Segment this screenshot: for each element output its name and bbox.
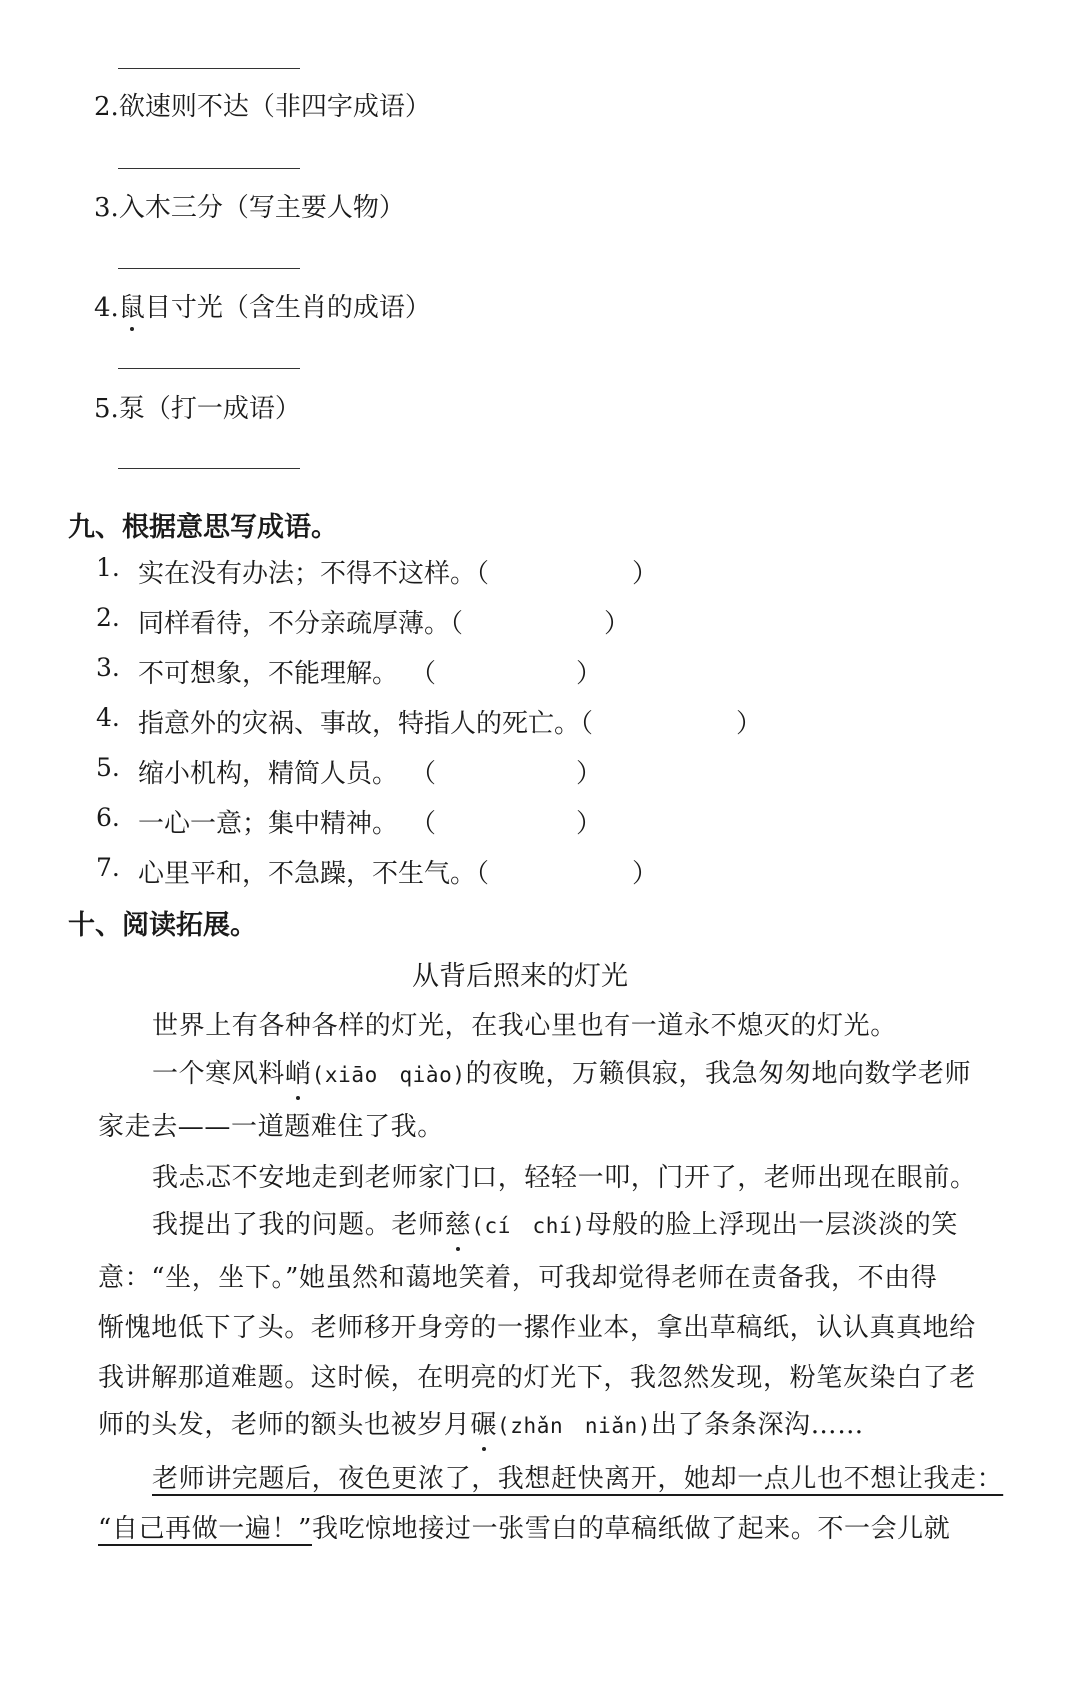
item-text: 指意外的灾祸、事故，特指人的死亡。（ xyxy=(138,709,594,739)
section9-item-2 xyxy=(96,603,796,637)
section9-heading: 九、根据意思写成语。 xyxy=(68,512,338,543)
section8-item-3 xyxy=(94,195,405,221)
passage-paragraph-5-line-2 xyxy=(98,1508,950,1545)
item-text: 同样看待，不分亲疏厚薄。（ xyxy=(138,609,464,639)
item-text: 泵（打一成语） xyxy=(118,394,301,424)
emphasis-char: 碾 xyxy=(470,1404,497,1441)
answer-bracket-close[interactable]: ） xyxy=(632,859,659,889)
item-number: 1. xyxy=(96,553,120,582)
passage-paragraph-2-line-1 xyxy=(152,1053,971,1090)
text-segment: 出了条条深沟…… xyxy=(651,1410,864,1440)
passage-paragraph-4-line-5 xyxy=(98,1404,864,1441)
item-number: 4. xyxy=(94,293,119,323)
section9-item-4 xyxy=(96,703,856,737)
answer-bracket-open[interactable]: （ xyxy=(410,759,437,789)
text-segment: 我吃惊地接过一张雪白的草稿纸做了起来。不一会儿就 xyxy=(311,1514,951,1544)
text-segment: 的夜晚，万籁俱寂，我急匆匆地向数学老师 xyxy=(465,1059,972,1089)
section9-item-1 xyxy=(96,553,796,587)
item-text: 目寸光（含生肖的成语） xyxy=(144,293,431,323)
passage-paragraph-1: 世界上有各种各样的灯光，在我心里也有一道永不熄灭的灯光。 xyxy=(152,1011,897,1041)
section8-item-4 xyxy=(94,295,431,321)
passage-paragraph-4-line-1 xyxy=(152,1204,958,1241)
answer-bracket-close[interactable]: ） xyxy=(736,709,763,739)
item-number: 2. xyxy=(94,92,119,122)
item-text: 心里平和，不急躁，不生气。（ xyxy=(138,859,490,889)
answer-bracket-open[interactable]: （ xyxy=(410,809,437,839)
emphasis-char: 峭 xyxy=(285,1053,312,1090)
item-text: 实在没有办法；不得不这样。（ xyxy=(138,559,490,589)
passage-title: 从背后照来的灯光 xyxy=(412,961,628,992)
item-text: 不可想象，不能理解。 xyxy=(138,659,399,689)
answer-bracket-close[interactable]: ） xyxy=(576,659,603,689)
item-number: 5. xyxy=(94,394,119,424)
section9-item-6 xyxy=(96,803,796,837)
pinyin-choice: (xiāo qiào) xyxy=(311,1063,466,1087)
item-text: 欲速则不达（非四字成语） xyxy=(118,92,431,122)
item-text: 缩小机构，精简人员。 xyxy=(138,759,399,789)
item-number: 7. xyxy=(96,853,120,882)
answer-bracket-open[interactable]: （ xyxy=(410,659,437,689)
emphasis-char: 慈 xyxy=(445,1204,472,1241)
answer-line[interactable] xyxy=(118,468,300,469)
answer-line[interactable] xyxy=(118,268,300,269)
text-segment: 我提出了我的问题。老师 xyxy=(152,1210,445,1240)
passage-paragraph-4-line-4: 我讲解那道难题。这时候，在明亮的灯光下，我忽然发现，粉笔灰染白了老 xyxy=(98,1363,976,1393)
passage-paragraph-5-line-1: 老师讲完题后，夜色更浓了，我想赶快离开，她却一点儿也不想让我走： xyxy=(152,1464,1004,1494)
item-text: 一心一意；集中精神。 xyxy=(138,809,399,839)
item-number: 3. xyxy=(96,653,120,682)
passage-paragraph-4-line-2: 意：“坐，坐下。”她虽然和蔼地笑着，可我却觉得老师在责备我，不由得 xyxy=(98,1263,938,1293)
passage-paragraph-2-line-2: 家走去——一道题难住了我。 xyxy=(98,1112,444,1142)
answer-line[interactable] xyxy=(118,168,300,169)
item-number: 5. xyxy=(96,753,120,782)
text-segment: 一个寒风料 xyxy=(152,1059,286,1089)
item-number: 4. xyxy=(96,703,120,732)
passage-paragraph-4-line-3: 惭愧地低下了头。老师移开身旁的一摞作业本，拿出草稿纸，认认真真地给 xyxy=(98,1313,976,1343)
answer-bracket-close[interactable]: ） xyxy=(604,609,631,639)
item-text: 入木三分（写主要人物） xyxy=(118,193,405,223)
emphasis-char: 鼠 xyxy=(118,293,145,323)
answer-line[interactable] xyxy=(118,368,300,369)
answer-line[interactable] xyxy=(118,68,300,69)
pinyin-choice: (cí chí) xyxy=(471,1214,586,1238)
answer-bracket-close[interactable]: ） xyxy=(632,559,659,589)
answer-bracket-close[interactable]: ） xyxy=(576,809,603,839)
section9-item-7 xyxy=(96,853,796,887)
answer-bracket-close[interactable]: ） xyxy=(576,759,603,789)
section9-item-3 xyxy=(96,653,796,687)
item-number: 6. xyxy=(96,803,120,832)
underlined-quote: “自己再做一遍！” xyxy=(98,1514,312,1544)
item-number: 3. xyxy=(94,193,119,223)
text-segment: 师的头发，老师的额头也被岁月 xyxy=(98,1410,471,1440)
passage-paragraph-3: 我忐忑不安地走到老师家门口，轻轻一叩，门开了，老师出现在眼前。 xyxy=(152,1163,977,1193)
text-segment: 母般的脸上浮现出一层淡淡的笑 xyxy=(585,1210,958,1240)
section9-item-5 xyxy=(96,753,796,787)
section8-item-5 xyxy=(94,396,301,422)
item-number: 2. xyxy=(96,603,120,632)
section10-heading: 十、阅读拓展。 xyxy=(68,910,257,941)
section8-item-2 xyxy=(94,94,431,120)
pinyin-choice: (zhǎn niǎn) xyxy=(497,1414,652,1438)
